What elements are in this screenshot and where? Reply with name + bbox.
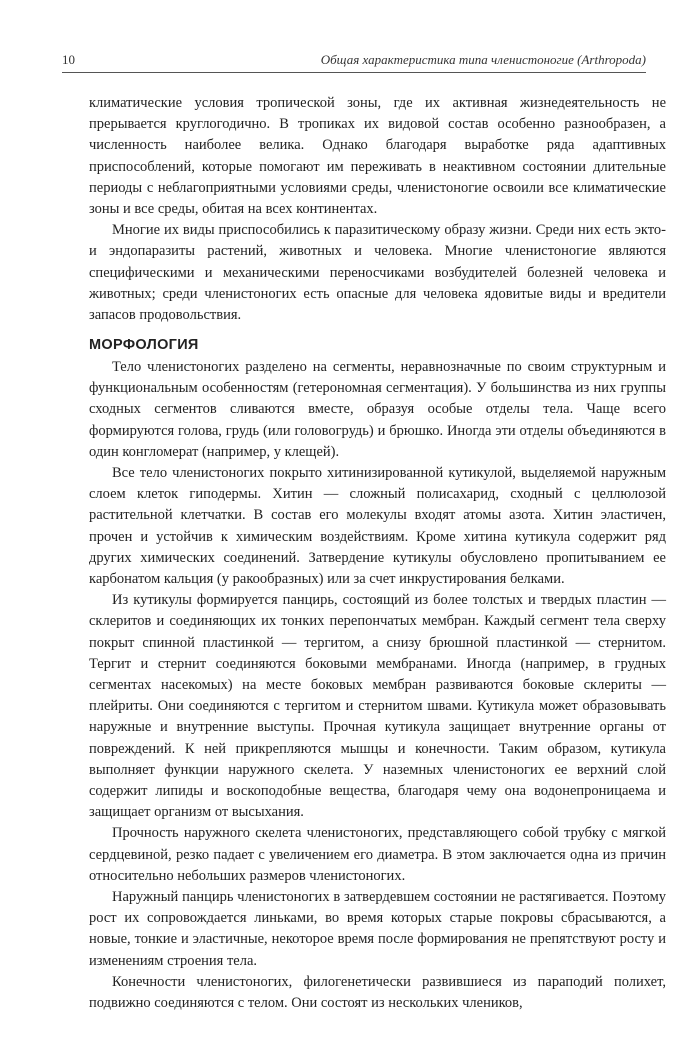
- intro-text: [89, 93, 666, 326]
- paragraph: Все тело членистоногих покрыто хитинизированной кутикулой, выделяемой наружным слоем клеток гиподермы. Хитин — сложный полисахарид, сходный с целлюлозой растительной клетчатки. В состав его молекулы входят атомы азота. Хитин эластичен, прочен и устойчив к химическим воздействиям. Кроме хитина кутикула содержит ряд других химических соединений. Затвердение кутикулы обусловлено пропитыванием ее карбонатом кальция (у ракообразных) или за счет инкрустирования белками.: [89, 465, 666, 588]
- paragraph: Тело членистоногих разделено на сегменты, неравнозначные по своим структурным и функциональным особенностям (гетерономная сегментация). У большинства из них группы сходных сегментов сливаются вместе, образуя особые отделы тела. Чаще всего формируются голова, грудь (или головогрудь) и брюшко. Иногда эти отделы объединяются в один конгломерат (например, у клещей).: [89, 359, 666, 460]
- paragraph: Многие их виды приспособились к паразитическому образу жизни. Среди них есть экто- и эндопаразиты растений, животных и человека. Многие членистоногие являются специфическими и механическими переносчиками возбудителей болезней человека и животных; среди членистоногих есть опасные для человека ядовитые виды и вредители запасов продовольствия.: [89, 222, 666, 324]
- running-title: Общая характеристика типа членистоногие (Arthropoda): [320, 52, 646, 67]
- section-text: [89, 357, 666, 1014]
- paragraph: Прочность наружного скелета членистоногих, представляющего собой трубку с мягкой сердцевиной, резко падает с увеличением его диаметра. В этом заключается одна из причин относительно небольших размеров членистоногих.: [89, 825, 666, 884]
- paragraph: Из кутикулы формируется панцирь, состоящий из более толстых и твердых пластин — склеритов и соединяющих их тонких перепончатых мембран. Каждый сегмент тела сверху покрыт спинной пластинкой — тергитом, а снизу брюшной пластинкой — стернитом. Тергит и стернит соединяются боковыми мембранами. Иногда (например, в грудных сегментах насекомых) на месте боковых мембран развиваются боковые склериты — плейриты. Они соединяются с тергитом и стернитом швами. Кутикула может образовывать наружные и внутренние выступы. Прочная кутикула защищает внутренние органы от повреждений. К ней прикрепляются мышцы и конечности. Таким образом, кутикула выполняет функции наружного скелета. У наземных членистоногих ее верхний слой содержит липиды и воскоподобные вещества, благодаря чему она водонепроницаема и защищает организм от высыхания.: [89, 592, 666, 821]
- section-heading: МОРФОЛОГИЯ: [89, 337, 199, 353]
- page-number: 10: [62, 52, 75, 67]
- paragraph: Конечности членистоногих, филогенетически развившиеся из параподий полихет, подвижно соединяются с телом. Они состоят из нескольких члеников,: [89, 973, 666, 1012]
- paragraph: Наружный панцирь членистоногих в затвердевшем состоянии не растягивается. Поэтому рост их сопровождается линьками, во время которых старые покровы сбрасываются, а новые, тонкие и эластичные, некоторое время после формирования не препятствуют росту и изменениям строения тела.: [89, 889, 666, 969]
- paragraph: климатические условия тропической зоны, где их активная жизнедеятельность не прерывается круглогодично. В тропиках их видовой состав особенно разнообразен, а численность наиболее велика. Однако благодаря выработке ряда адаптивных приспособлений, которые помогают им переживать в неактивном состоянии длительные периоды с неблагоприятными условиями среды, членистоногие освоили все климатические зоны и все среды, обитая на всех континентах.: [89, 95, 666, 218]
- page-header: [62, 50, 646, 73]
